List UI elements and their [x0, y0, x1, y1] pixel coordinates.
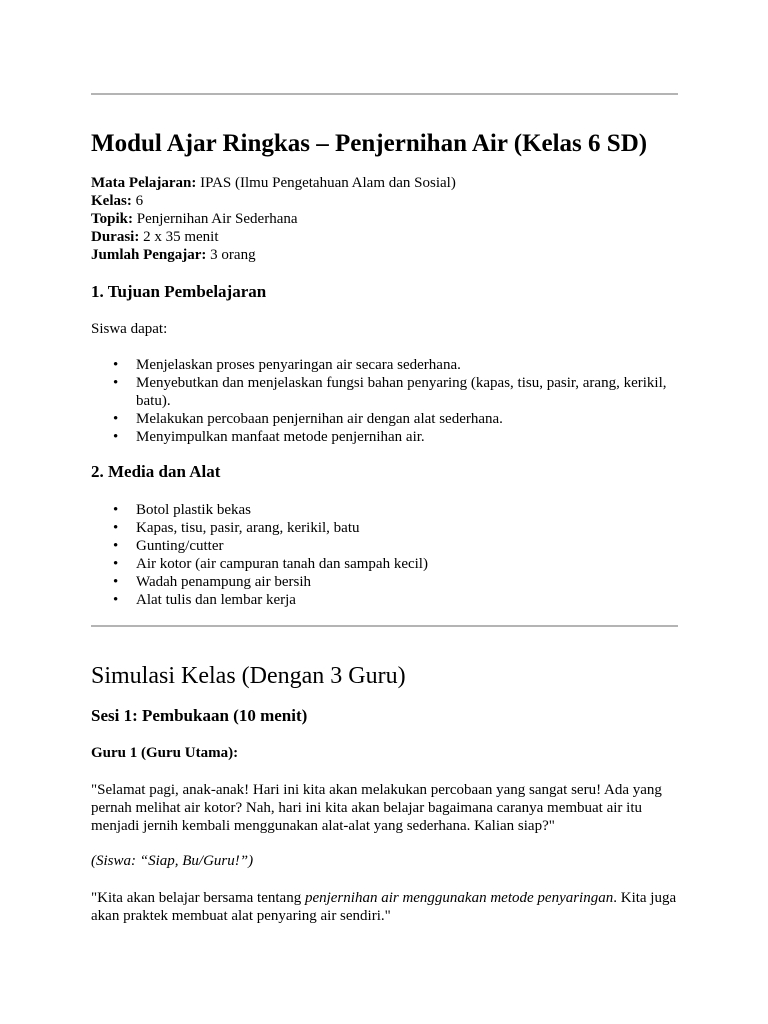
list-item-text: Botol plastik bekas [136, 502, 251, 518]
section-heading-objectives: 1. Tujuan Pembelajaran [91, 282, 267, 301]
list-item [91, 573, 678, 591]
speaker-label: Guru 1 (Guru Utama): [91, 745, 239, 761]
bullet-icon: • [113, 429, 119, 445]
meta-value: 6 [135, 193, 144, 209]
list-item-text: Menyimpulkan manfaat metode penjernihan air. [136, 429, 425, 445]
list-item [91, 537, 678, 555]
meta-label: Durasi: [91, 229, 140, 245]
list-item-text: Air kotor (air campuran tanah dan sampah kecil) [136, 556, 428, 572]
bullet-icon: • [113, 574, 119, 590]
list-item-text: Wadah penampung air bersih [136, 574, 311, 590]
list-item-text: Gunting/cutter [136, 538, 224, 554]
list-item [91, 410, 678, 428]
student-response [91, 852, 681, 870]
meta-row-duration [91, 228, 456, 246]
objectives-intro: Siswa dapat: [91, 321, 168, 337]
meta-label: Topik: [91, 211, 133, 227]
list-item [91, 501, 678, 519]
meta-row-class [91, 192, 456, 210]
bullet-icon: • [113, 556, 119, 572]
bullet-icon: • [113, 357, 119, 373]
middle-divider [91, 625, 678, 627]
quote-emphasis: penjernihan air menggunakan metode penyaringan [304, 890, 614, 906]
list-item-text: Melakukan percobaan penjernihan air dengan alat sederhana. [136, 411, 503, 427]
meta-value: IPAS (Ilmu Pengetahuan Alam dan Sosial) [200, 175, 456, 191]
list-item [91, 519, 678, 537]
list-item-text: Menyebutkan dan menjelaskan fungsi bahan penyaring (kapas, tisu, pasir, arang, kerikil, batu). [136, 375, 667, 409]
quote-text: . Kita juga akan praktek membuat alat penyaring air sendiri." [91, 890, 677, 924]
list-item-text: Alat tulis dan lembar kerja [136, 592, 296, 608]
meta-value: 3 orang [210, 247, 256, 263]
meta-row-topic [91, 210, 456, 228]
list-item [91, 555, 678, 573]
meta-label: Jumlah Pengajar: [91, 247, 207, 263]
bullet-icon: • [113, 520, 119, 536]
list-item-text: Kapas, tisu, pasir, arang, kerikil, batu [136, 520, 360, 536]
meta-label: Kelas: [91, 193, 132, 209]
meta-row-subject [91, 174, 456, 192]
bullet-icon: • [113, 538, 119, 554]
top-divider [91, 93, 678, 95]
bullet-icon: • [113, 375, 119, 391]
section-heading-media: 2. Media dan Alat [91, 462, 221, 481]
list-item [91, 374, 678, 410]
meta-label: Mata Pelajaran: [91, 175, 197, 191]
list-item [91, 591, 678, 609]
student-response-text: (Siswa: “Siap, Bu/Guru!”) [91, 853, 254, 869]
teacher-quote-1: "Selamat pagi, anak-anak! Hari ini kita akan melakukan percobaan yang sangat seru! Ada yang pernah melihat air kotor? Nah, hari ini kita akan belajar bagaimana caranya membuat air itu menjadi jernih kembali menggunakan alat-alat yang sederhana. Kalian siap?" [91, 782, 662, 834]
quote-text: "Kita akan belajar bersama tentang [91, 890, 305, 906]
objectives-list [91, 356, 678, 446]
simulation-heading: Simulasi Kelas (Dengan 3 Guru) [91, 663, 406, 689]
meta-value: Penjernihan Air Sederhana [136, 211, 298, 227]
bullet-icon: • [113, 502, 119, 518]
list-item [91, 356, 678, 374]
list-item-text: Menjelaskan proses penyaringan air secara sederhana. [136, 357, 461, 373]
metadata-block [91, 174, 456, 264]
teacher-quote-2 [91, 889, 681, 925]
bullet-icon: • [113, 592, 119, 608]
meta-row-teachers [91, 246, 456, 264]
list-item [91, 428, 678, 446]
media-list [91, 501, 678, 609]
bullet-icon: • [113, 411, 119, 427]
session-heading: Sesi 1: Pembukaan (10 menit) [91, 706, 308, 725]
document-title: Modul Ajar Ringkas – Penjernihan Air (Kelas 6 SD) [91, 130, 648, 157]
meta-value: 2 x 35 menit [143, 229, 219, 245]
